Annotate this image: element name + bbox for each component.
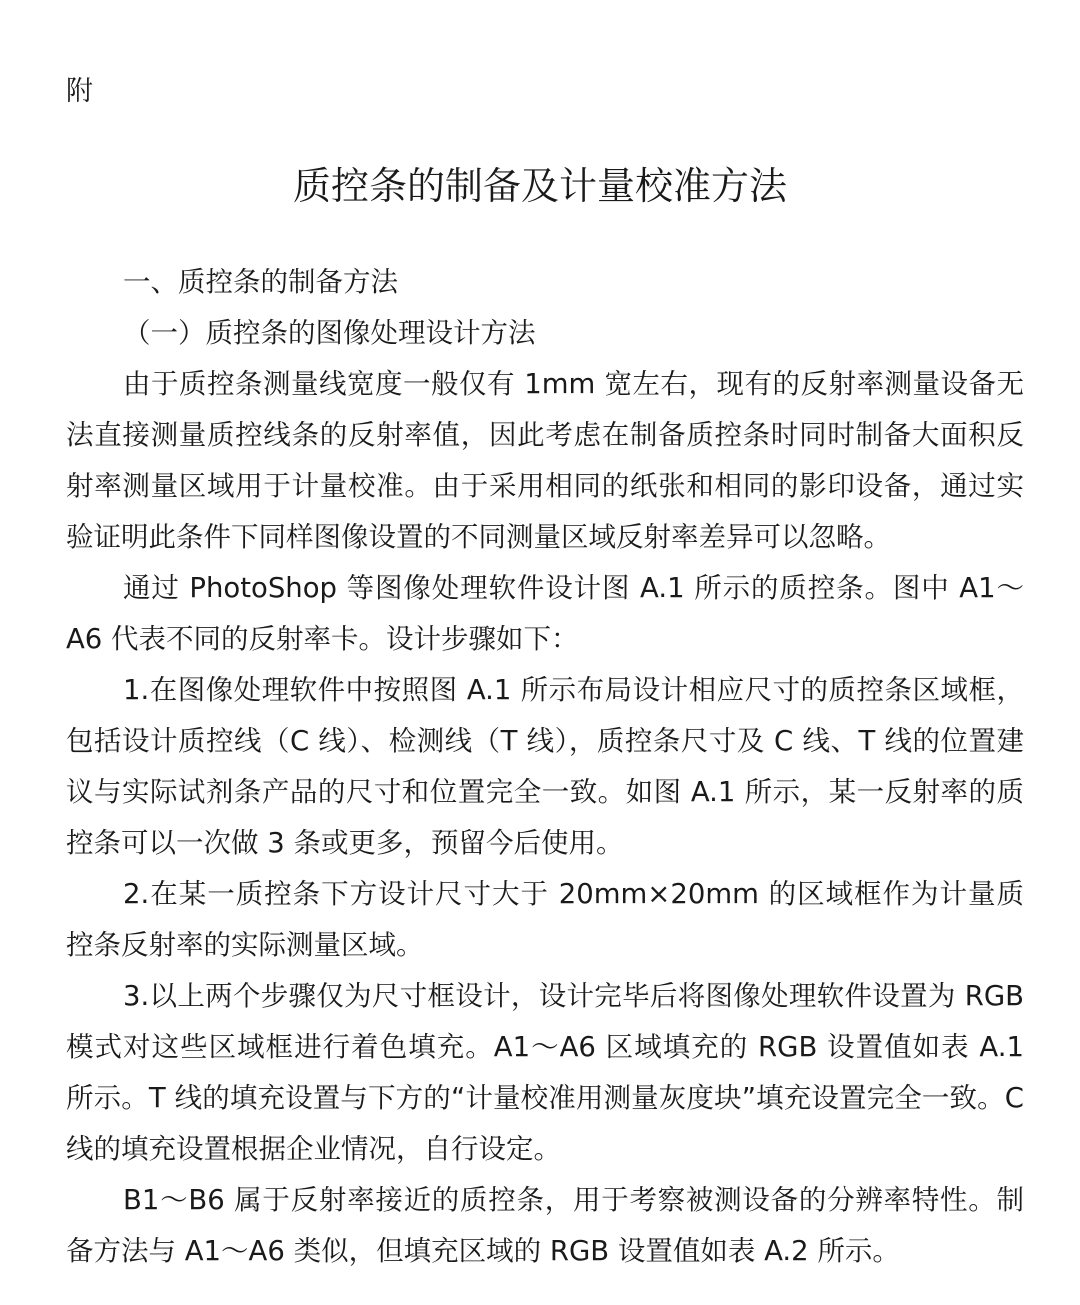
paragraph-intro: 由于质控条测量线宽度一般仅有 1mm 宽左右，现有的反射率测量设备无法直接测量质控线条的反射率值，因此考虑在制备质控条时同时制备大面积反射率测量区域用于计量校准。由于采用相同的纸张和相同的影印设备，通过实验证明此条件下同样图像设置的不同测量区域反射率差异可以忽略。 [66,368,1024,553]
paragraph-step-1: 1.在图像处理软件中按照图 A.1 所示布局设计相应尺寸的质控条区域框，包括设计质控线（C 线）、检测线（T 线），质控条尺寸及 C 线、T 线的位置建议与实际试剂条产品的尺寸和位置完全一致。如图 A.1 所示，某一反射率的质控条可以一次做 3 条或更多，预留今后使用。 [66,674,1024,859]
paragraph-step-3: 3.以上两个步骤仅为尺寸框设计，设计完毕后将图像处理软件设置为 RGB 模式对这些区域框进行着色填充。A1～A6 区域填充的 RGB 设置值如表 A.1 所示。T 线的填充设置与下方的“计量校准用测量灰度块”填充设置完全一致。C 线的填充设置根据企业情况，自行设定。 [66,980,1024,1165]
document-title: 质控条的制备及计量校准方法 [292,164,787,208]
subsection-heading: （一）质控条的图像处理设计方法 [123,317,536,349]
annex-label: 附 [66,76,93,107]
document-body [66,257,1024,1277]
paragraph-b-series: B1～B6 属于反射率接近的质控条，用于考察被测设备的分辨率特性。制备方法与 A1～A6 类似，但填充区域的 RGB 设置值如表 A.2 所示。 [66,1184,1024,1267]
section-heading: 一、质控条的制备方法 [123,266,398,298]
paragraph-step-2: 2.在某一质控条下方设计尺寸大于 20mm×20mm 的区域框作为计量质控条反射率的实际测量区域。 [66,878,1024,961]
paragraph-design-overview: 通过 PhotoShop 等图像处理软件设计图 A.1 所示的质控条。图中 A1～A6 代表不同的反射率卡。设计步骤如下： [66,572,1024,655]
